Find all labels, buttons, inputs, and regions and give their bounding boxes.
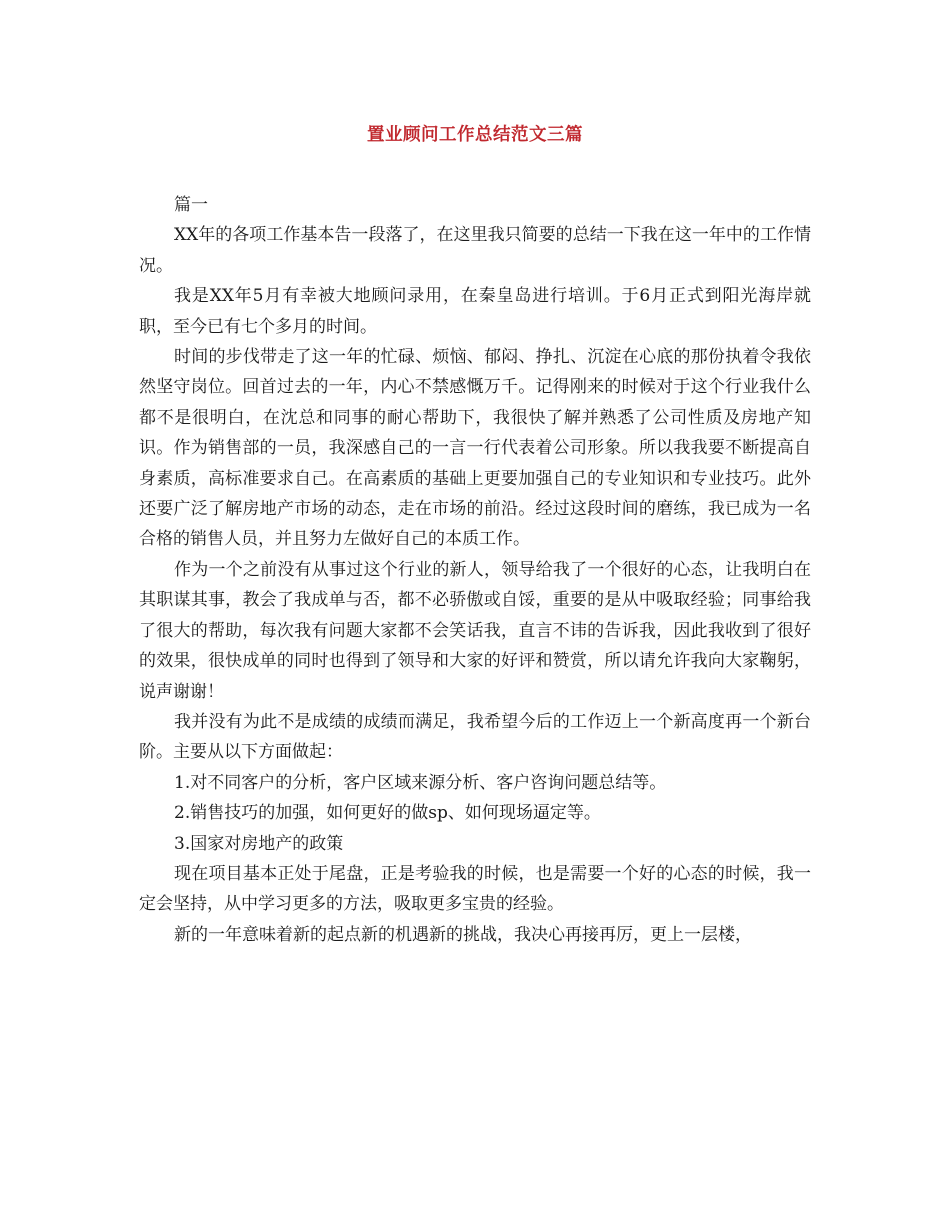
paragraph: 新的一年意味着新的起点新的机遇新的挑战，我决心再接再厉，更上一层楼， xyxy=(174,924,752,945)
list-item: 2.销售技巧的加强，如何更好的做sp、如何现场逼定等。 xyxy=(174,803,601,824)
list-item: 1.对不同客户的分析，客户区域来源分析、客户咨询问题总结等。 xyxy=(174,772,667,793)
paragraph: 现在项目基本正处于尾盘，正是考验我的时候，也是需要一个好的心态的时候，我一定会坚持，从中学习更多的方法，吸取更多宝贵的经验。 xyxy=(139,863,811,915)
list-item: 3.国家对房地产的政策 xyxy=(174,833,344,854)
paragraph: 我是XX年5月有幸被大地顾问录用，在秦皇岛进行培训。于6月正式到阳光海岸就职，至今已有七个多月的时间。 xyxy=(139,286,811,337)
document-body xyxy=(139,190,811,950)
paragraph: 时间的步伐带走了这一年的忙碌、烦恼、郁闷、挣扎、沉淀在心底的那份执着令我依然坚守岗位。回首过去的一年，内心不禁感慨万千。记得刚来的时候对于这个行业我什么都不是很明白，在沈总和同事的耐心帮助下，我很快了解并熟悉了公司性质及房地产知识。作为销售部的一员，我深感自己的一言一行代表着公司形象。所以我我要不断提高自身素质，高标准要求自己。在高素质的基础上更要加强自己的专业知识和专业技巧。此外还要广泛了解房地产市场的动态，走在市场的前沿。经过这段时间的磨练，我已成为一名合格的销售人员，并且努力左做好自己的本质工作。 xyxy=(139,347,811,550)
paragraph: XX年的各项工作基本告一段落了，在这里我只简要的总结一下我在这一年中的工作情况。 xyxy=(139,225,811,276)
paragraph: 我并没有为此不是成绩的成绩而满足，我希望今后的工作迈上一个新高度再一个新台阶。主要从以下方面做起： xyxy=(139,711,811,763)
section-label: 篇一 xyxy=(174,195,208,215)
paragraph: 作为一个之前没有从事过这个行业的新人，领导给我了一个很好的心态，让我明白在其职谋其事，教会了我成单与否，都不必骄傲或自馁，重要的是从中吸取经验；同事给我了很大的帮助，每次我有问题大家都不会笑话我，直言不讳的告诉我，因此我收到了很好的效果，很快成单的同时也得到了领导和大家的好评和赞赏，所以请允许我向大家鞠躬，说声谢谢！ xyxy=(139,559,811,702)
document-title: 置业顾问工作总结范文三篇 xyxy=(367,125,583,145)
